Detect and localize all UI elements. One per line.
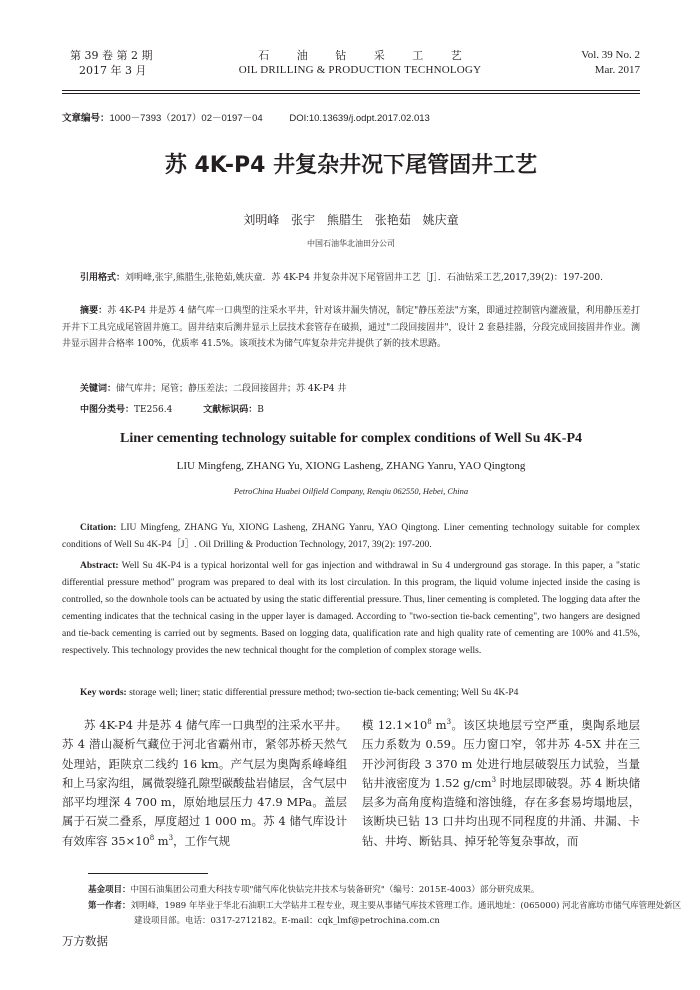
doi[interactable]: DOI:10.13639/j.odpt.2017.02.013 [289, 113, 430, 124]
body-left-sup: 8 [149, 833, 155, 842]
keywords-cn-text: 储气库井；尾管；静压差法；二段回接固井；苏 4K-P4 井 [116, 384, 347, 394]
abstract-cn-text: 苏 4K-P4 井是苏 4 储气库一口典型的注采水平井，针对该井漏失情况，制定"静压差法"方案，即通过控制管内灌液量，利用静压差打开井下工具完成尾管固井施工。固井结束后测井显示上层技术套管存在破损，通过"二段回接固井"，设计 2 套悬挂器，分段完成回接固井作业。测井显示固井合格率 100%，优质率 41.5%。该项技术为储气库复杂井完井提供了新的技术思路。 [62, 306, 640, 349]
citation-cn [62, 270, 640, 287]
citation-en [62, 520, 640, 554]
footnote-rule [88, 873, 208, 874]
clc-label: 中图分类号： [80, 405, 135, 415]
body-column-right [362, 716, 640, 851]
authors-cn: 刘明峰 张宇 熊腊生 张艳茹 姚庆童 [243, 213, 459, 227]
citation-cn-label: 引用格式： [80, 273, 126, 283]
footnote-author [88, 899, 686, 929]
body-right-a: 模 12.1×10 [362, 718, 428, 732]
article-no: 1000－7393（2017）02－0197－04 [109, 113, 263, 124]
article-meta [62, 110, 430, 124]
citation-en-text: LIU Mingfeng, ZHANG Yu, XIONG Lasheng, ZHANG Yanru, YAO Qingtong. Liner cementing technology suitable for complex conditions of Well Su 4K-P4［J］. Oil Drilling & Production Technology, 2017, 39(2): 197-200. [62, 523, 640, 550]
keywords-cn [62, 381, 640, 398]
journal-issue-en [520, 48, 640, 78]
body-left-a: 苏 4K-P4 井是苏 4 储气库一口典型的注采水平井。苏 4 潜山凝析气藏位于河北省霸州市，紧邻苏桥天然气处理站，距陕京二线约 16 km。产气层为奥陶系峰峰组和上马家沟组，属微裂缝孔隙型碳酸盐岩储层，含气层中部平均埋深 4 700 m，原始地层压力 47.9 MPa。盖层属于石炭二叠系，厚度超过 1 000 m。苏 4 储气库设计有效库容 35×10 [62, 718, 347, 848]
body-left-sup2: 3 [168, 833, 174, 842]
abstract-cn-label: 摘要： [80, 306, 108, 316]
footer-watermark: 万方数据 [62, 934, 108, 948]
affiliation-en: PetroChina Huabei Oilfield Company, Renqiu 062550, Hebei, China [233, 486, 469, 496]
footnote-fund [88, 883, 640, 898]
authors-en: LIU Mingfeng, ZHANG Yu, XIONG Lasheng, ZHANG Yanru, YAO Qingtong [176, 460, 526, 472]
paper-title-cn: 苏 4K-P4 井复杂井况下尾管固井工艺 [164, 153, 538, 178]
keywords-en-text: storage well; liner; static differential pressure method; two-section tie-back cementing; Well Su 4K-P4 [129, 688, 519, 698]
journal-name-en: OIL DRILLING & PRODUCTION TECHNOLOGY [238, 64, 482, 76]
body-right-sup2: 3 [446, 718, 452, 727]
body-right-b: m [431, 718, 447, 732]
issue-date-cn: 2017 年 3 月 [79, 64, 147, 77]
keywords-en [62, 685, 640, 702]
journal-name [200, 48, 520, 78]
affiliation-cn: 中国石油华北油田分公司 [307, 239, 395, 248]
journal-name-cn: 石 油 钻 采 工 艺 [258, 49, 474, 62]
abstract-en [62, 558, 640, 660]
fund-text: 中国石油集团公司重大科技专项"储气库化快钻完井技术与装备研究"（编号：2015E-4003）部分研究成果。 [130, 885, 540, 895]
body-left-c: ，工作气规 [173, 833, 231, 848]
body-right-sup3: 3 [491, 776, 497, 785]
clc-code: TE256.4 [134, 405, 173, 415]
abstract-en-text: Well Su 4K-P4 is a typical horizontal well for gas injection and withdrawal in Su 4 underground gas storage. In this paper, a "static differential pressure method" program was prepared to deal with its lost circulation. In this program, the liquid volume injected inside the casing is controlled, so the downhole tools can be actuated by using the static differential pressure. Thus, liner cementing is completed. The logging data after the cementing indicates that the technical casing in the upper layer is damaged. According to "two-section tie-back cementing", two hangers are designed and tie-back cementing is carried out by segments. Based on logging data, qualification rate and high quality rate of cementing are 100% and 41.5%, respectively. This technology provides the new technical thought for the completion of complex storage wells. [62, 561, 641, 656]
doc-code: B [257, 405, 264, 415]
date-en: Mar. 2017 [594, 64, 640, 76]
author-note-label: 第一作者： [88, 901, 131, 911]
doc-code-label: 文献标识码： [203, 405, 258, 415]
header-rule-thin [62, 93, 640, 94]
header-rule [62, 90, 640, 91]
citation-cn-text: 刘明峰,张宇,熊腊生,张艳茹,姚庆童．苏 4K-P4 井复杂井况下尾管固井工艺［J］．石油钻采工艺,2017,39(2)：197-200. [125, 273, 603, 283]
article-no-label: 文章编号： [62, 113, 110, 124]
fund-label: 基金项目： [88, 885, 131, 895]
journal-issue-cn [70, 48, 220, 78]
classification [62, 402, 640, 419]
body-right-c: 。该区块地层亏空严重，奥陶系地层压力系数为 0.59。压力窗口窄，邻井苏 4-5X 井在三开沙河街段 3 370 m 处进行地层破裂压力试验，当量钻井液密度为 1.52 g/cm [362, 718, 640, 790]
body-right-d: 时地层即破裂。苏 4 断块储层多为高角度构造缝和溶蚀缝，存在多套易垮塌地层，该断块已钻 13 口井均出现不同程度的井涌、井漏、卡钻、井垮、断钻具、掉牙轮等复杂事故，而 [362, 775, 640, 848]
issue-number-cn: 第 39 卷 第 2 期 [70, 49, 153, 62]
abstract-cn [62, 303, 640, 353]
body-column-left [62, 716, 347, 851]
body-right-sup: 8 [427, 718, 432, 727]
abstract-en-label: Abstract: [80, 561, 119, 571]
keywords-cn-label: 关键词： [80, 384, 117, 394]
paper-title-en: Liner cementing technology suitable for complex conditions of Well Su 4K-P4 [120, 431, 582, 446]
citation-en-label: Citation: [80, 523, 117, 533]
author-note-text: 刘明峰，1989 年毕业于华北石油职工大学钻井工程专业，现主要从事储气库技术管理工作。通讯地址：(065000) 河北省廊坊市储气库管理处新区建设项目部。电话：0317-2712182。E-mail：cqk_lmf@petrochina.com.cn [130, 901, 682, 926]
volume-en: Vol. 39 No. 2 [581, 49, 640, 61]
body-left-b: m [154, 833, 169, 848]
keywords-en-label: Key words: [80, 688, 127, 698]
